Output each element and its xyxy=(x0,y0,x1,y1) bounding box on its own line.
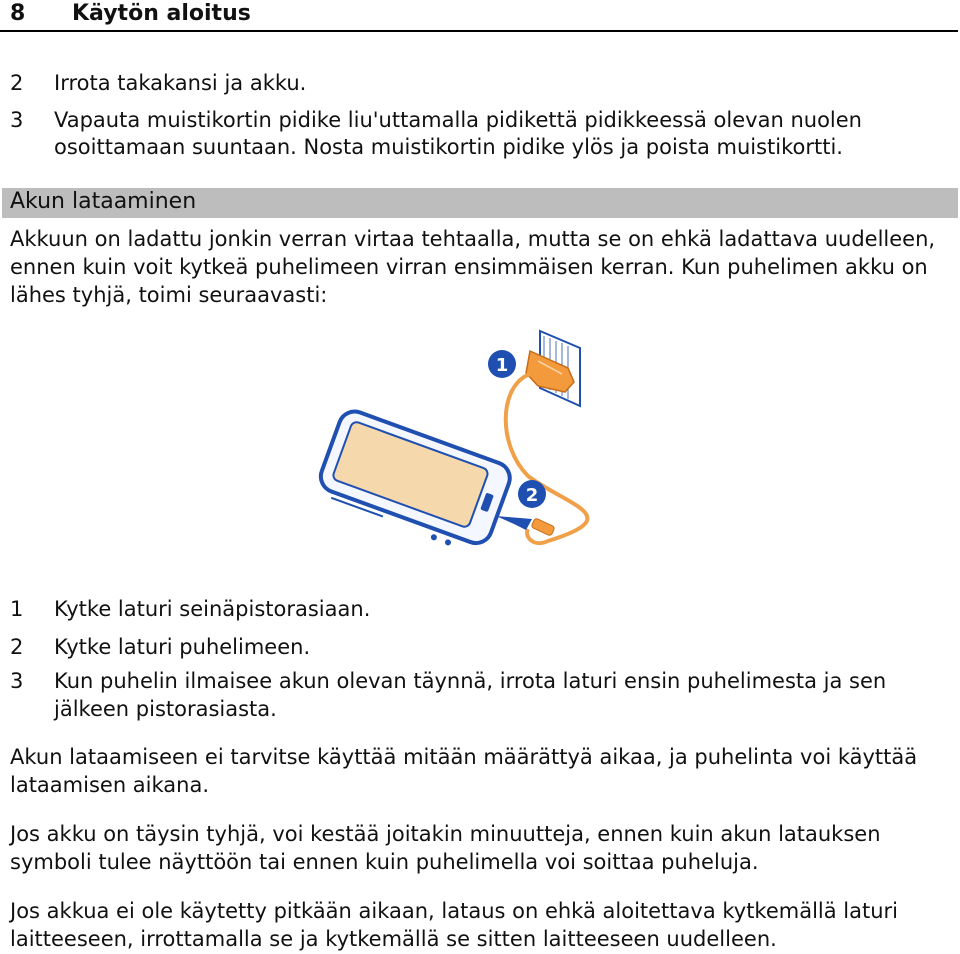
step-number: 2 xyxy=(10,635,24,659)
step-text: osoittamaan suuntaan. Nosta muistikortin pidike ylös ja poista muistikortti. xyxy=(54,135,843,159)
charger-plug-icon xyxy=(531,518,555,536)
page-header xyxy=(0,0,958,32)
charging-illustration xyxy=(300,326,600,566)
paragraph-line: laitteeseen, irrottamalla se ja kytkemällä se sitten laitteeseen uudelleen. xyxy=(10,927,777,951)
paragraph-line: Jos akkua ei ole käytetty pitkään aikaan, lataus on ehkä aloitettava kytkemällä laturi xyxy=(10,899,899,923)
section-intro-line: ennen kuin voit kytkeä puhelimeen virran ensimmäisen kerran. Kun puhelimen akku on xyxy=(10,255,928,279)
step-text: Kun puhelin ilmaisee akun olevan täynnä, irrota laturi ensin puhelimesta ja sen xyxy=(54,669,887,693)
step-text: Vapauta muistikortin pidike liu'uttamalla pidikettä pidikkeessä olevan nuolen xyxy=(54,108,862,132)
step-text: Kytke laturi puhelimeen. xyxy=(54,635,311,659)
section-intro-line: Akkuun on ladattu jonkin verran virtaa tehtaalla, mutta se on ehkä ladattava uudelleen, xyxy=(10,227,936,251)
section-heading-bar xyxy=(2,188,958,218)
phone-icon xyxy=(313,407,515,558)
callout-1 xyxy=(488,350,516,378)
section-title: Akun lataaminen xyxy=(10,189,197,214)
step-number: 3 xyxy=(10,669,24,693)
step-text: Irrota takakansi ja akku. xyxy=(54,71,307,95)
paragraph-line: Akun lataamiseen ei tarvitse käyttää mitään määrättyä aikaa, ja puhelinta voi käyttää xyxy=(10,745,918,769)
svg-text:2: 2 xyxy=(525,485,539,506)
page-number: 8 xyxy=(10,1,26,26)
paragraph-line: Jos akku on täysin tyhjä, voi kestää joitakin minuutteja, ennen kuin akun latauksen xyxy=(10,822,881,846)
paragraph-line: lataamisen aikana. xyxy=(10,773,210,797)
step-number: 1 xyxy=(10,597,24,621)
svg-text:1: 1 xyxy=(495,355,509,376)
step-text: Kytke laturi seinäpistorasiaan. xyxy=(54,597,371,621)
paragraph-line: symboli tulee näyttöön tai ennen kuin puhelimella voi soittaa puheluja. xyxy=(10,850,759,874)
chapter-title: Käytön aloitus xyxy=(72,1,251,26)
callout-2 xyxy=(518,480,546,508)
step-text: jälkeen pistorasiasta. xyxy=(54,697,277,721)
section-intro-line: lähes tyhjä, toimi seuraavasti: xyxy=(10,283,328,307)
connect-arrow-icon xyxy=(496,516,532,530)
step-number: 3 xyxy=(10,108,24,132)
step-number: 2 xyxy=(10,71,24,95)
